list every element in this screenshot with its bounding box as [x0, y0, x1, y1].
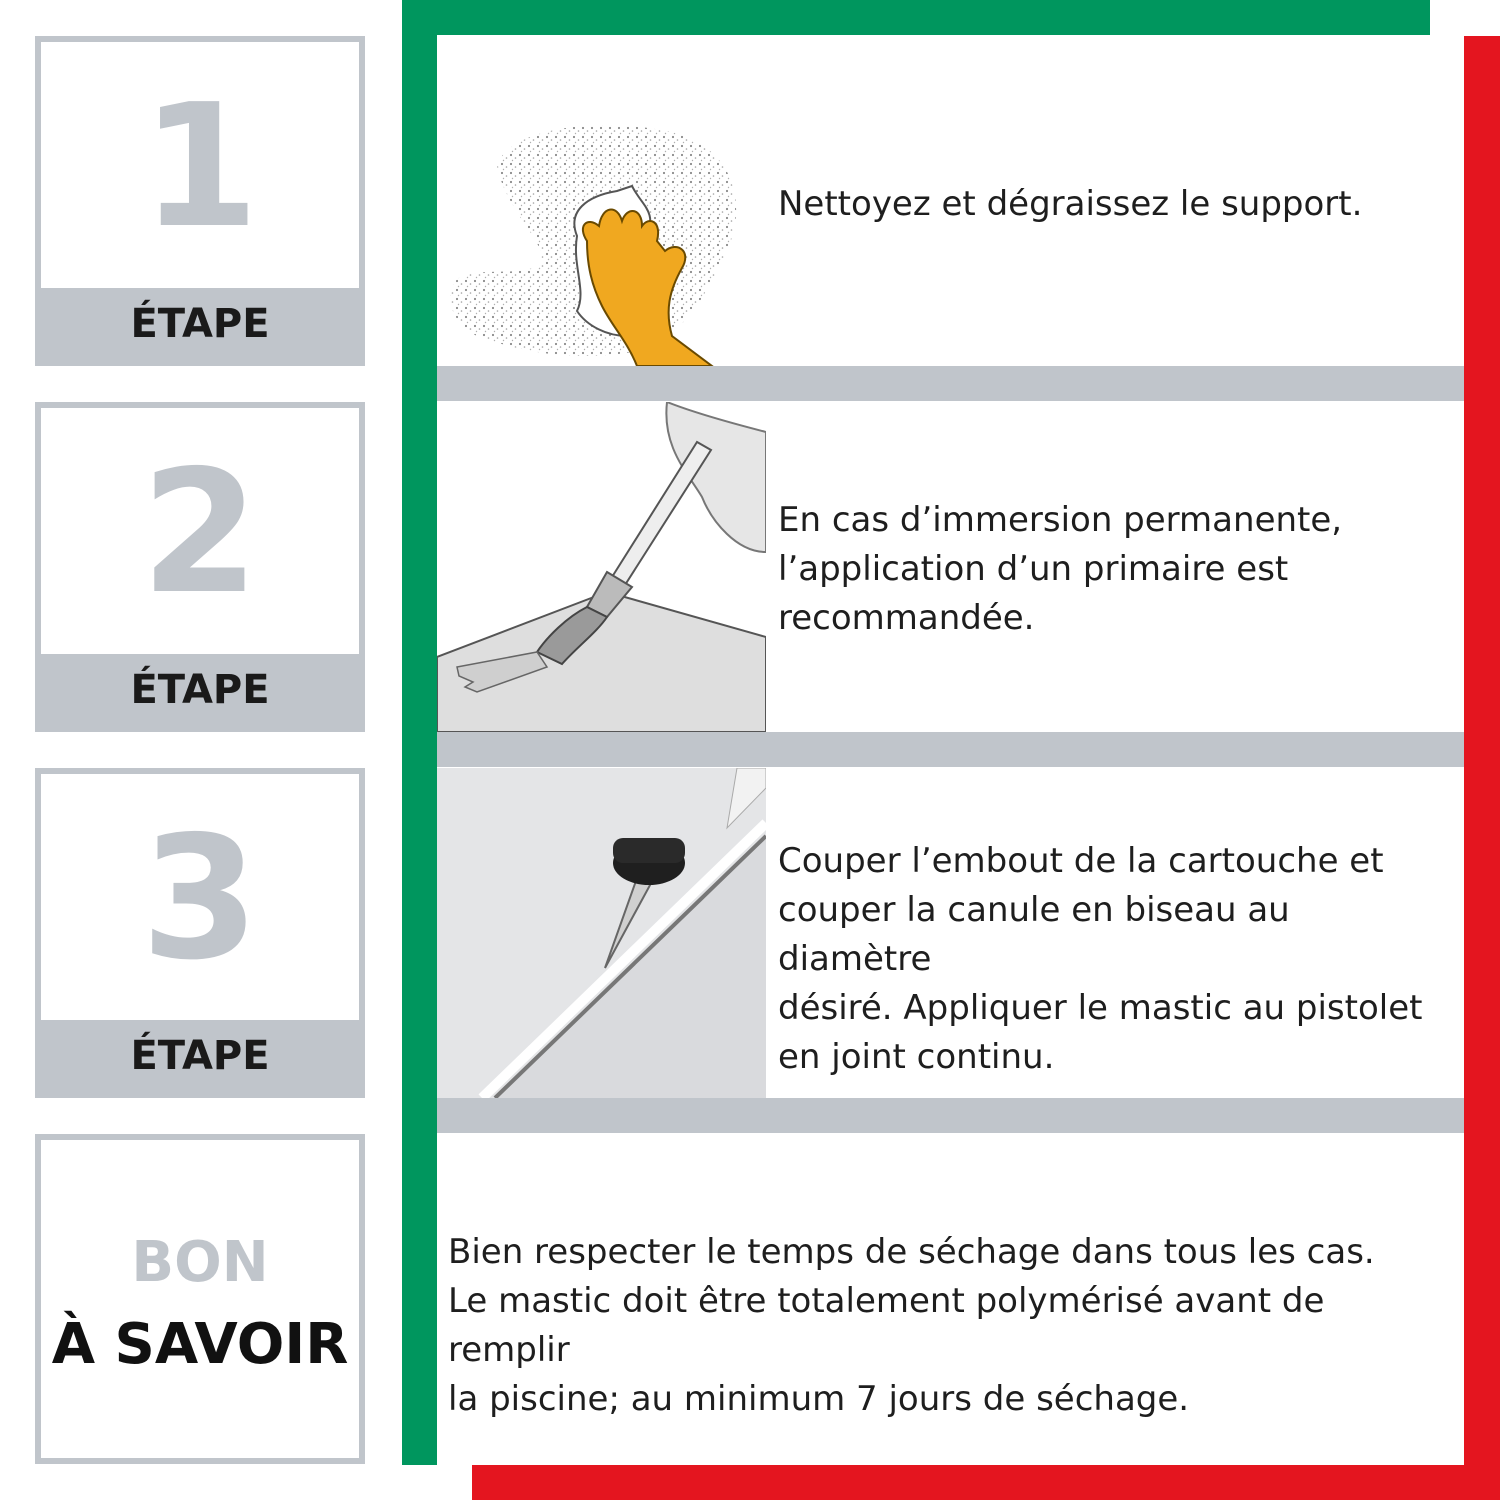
step-1-box	[35, 36, 365, 366]
separator-3	[437, 1098, 1464, 1133]
green-frame-left	[402, 0, 437, 1465]
step-2-text: En cas d’immersion permanente, l’application d’un primaire est recommandée.	[778, 500, 1343, 638]
green-frame-top	[402, 0, 1430, 35]
step-3-number: 3	[140, 800, 260, 998]
step-1-label: ÉTAPE	[41, 288, 359, 360]
good-to-know-text: Bien respecter le temps de séchage dans tous les cas. Le mastic doit être totalement polymérisé avant de remplir la piscine; au minimum 7 jours de séchage.	[448, 1232, 1375, 1419]
brush-applying-primer-icon	[437, 402, 766, 732]
good-to-know-title-line2: À SAVOIR	[51, 1312, 349, 1377]
step-1-text: Nettoyez et dégraissez le support.	[778, 184, 1363, 224]
step-1-number: 1	[140, 68, 260, 266]
step-2-label: ÉTAPE	[41, 654, 359, 726]
step-2-number: 2	[140, 434, 260, 632]
separator-1	[437, 366, 1464, 401]
step-2-illustration	[437, 402, 766, 732]
step-1-illustration	[437, 36, 766, 366]
red-frame-bottom	[472, 1465, 1500, 1500]
good-to-know-box	[35, 1134, 365, 1464]
step-3-box	[35, 768, 365, 1098]
separator-2	[437, 732, 1464, 767]
step-3-illustration	[437, 768, 766, 1098]
good-to-know-title-line1: BON	[131, 1230, 269, 1295]
gloved-hand-wiping-icon	[437, 36, 766, 366]
sealant-nozzle-joint-icon	[437, 768, 766, 1098]
step-3-label: ÉTAPE	[41, 1020, 359, 1092]
red-frame-right	[1464, 36, 1500, 1500]
step-2-box	[35, 402, 365, 732]
step-3-text: Couper l’embout de la cartouche et couper la canule en biseau au diamètre désiré. Appliquer le mastic au pistolet en joint continu.	[778, 841, 1423, 1077]
